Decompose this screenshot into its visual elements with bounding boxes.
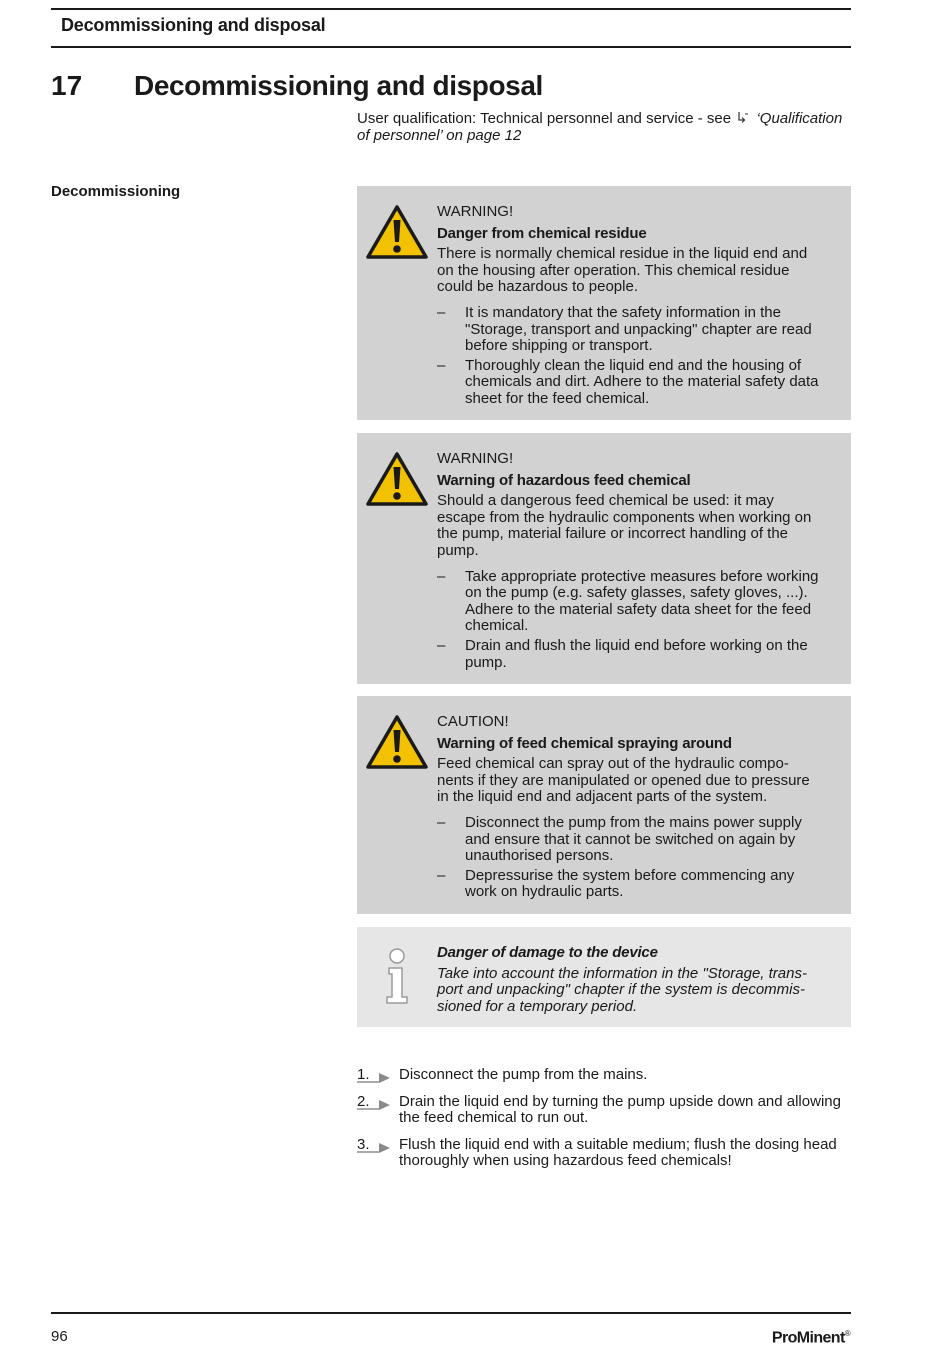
notice-subtitle: Danger from chemical residue [437,224,647,242]
measure-item: – Drain and flush the liquid end before working on the pump. [437,638,819,671]
caution-notice-spraying-chemical [357,696,851,914]
chapter-title: Decommissioning and disposal [134,70,543,101]
notice-measures [437,569,819,672]
qualification-link[interactable]: ‘Qualification of personnel’ on page 12 [357,110,843,144]
brand-name: ProMinent [771,1329,845,1347]
step-item [357,1137,847,1170]
notice-text: Should a dangerous feed chemical be used: it may escape from the hydraulic components when working on the pump, material failure or incorrect handling of the pump. [437,492,812,559]
step-item [357,1094,847,1127]
step-text: Drain the liquid end by turning the pump upside down and allowing the feed chemical to run out. [399,1092,841,1127]
signal-word: WARNING! [437,203,514,220]
warning-notice-chemical-residue [357,186,851,420]
step-item [357,1067,847,1084]
cross-reference-arrow-icon [737,111,750,124]
footer-rule [51,1312,851,1314]
step-arrow-icon [357,1070,391,1084]
notice-subtitle: Warning of feed chemical spraying around [437,734,732,752]
measure-item: – Thoroughly clean the liquid end and the housing of chemicals and dirt. Adhere to the material safety data sheet for the feed chemical. [437,358,819,408]
notice-subtitle: Warning of hazardous feed chemical [437,471,691,489]
notice-text: Feed chemical can spray out of the hydraulic compo-nents if they are manipulated or opened due to pressure in the liquid end and adjacent parts of the system. [437,755,810,806]
measure-item: – Disconnect the pump from the mains power supply and ensure that it cannot be switched on again by unauthorised persons. [437,815,819,865]
step-arrow-icon [357,1140,391,1154]
info-note-device-damage [357,927,851,1027]
signal-word: CAUTION! [437,713,509,730]
user-qualification [357,110,847,144]
decommissioning-steps [357,1067,847,1180]
notice-measures [437,815,819,901]
running-header: Decommissioning and disposal [61,15,326,35]
signal-word: WARNING! [437,450,514,467]
step-arrow-icon [357,1097,391,1111]
notice-text: There is normally chemical residue in the liquid end and on the housing after operation. This chemical residue could be hazardous to people. [437,245,808,296]
warning-triangle-icon [365,714,429,770]
warning-notice-hazardous-feed-chemical [357,433,851,684]
header-rule [51,46,851,48]
warning-triangle-icon [365,451,429,507]
top-rule [51,8,851,10]
section-heading: Decommissioning [51,183,181,200]
step-text: Disconnect the pump from the mains. [399,1066,648,1083]
notice-measures [437,305,819,408]
info-icon [365,945,429,1005]
chapter-number: 17 [51,70,83,101]
measure-item: – Depressurise the system before commencing any work on hydraulic parts. [437,868,819,901]
page-number: 96 [51,1328,68,1345]
measure-item: – Take appropriate protective measures before working on the pump (e.g. safety glasses, safety gloves, ...). Adhere to the material safety data sheet for the feed chemical. [437,569,819,635]
note-text: Take into account the information in the "Storage, trans-port and unpacking" chapter if the system is decommis-sioned for a temporary period. [437,964,807,1015]
step-number: 3. [357,1137,391,1154]
step-number: 2. [357,1094,391,1111]
qualification-text: User qualification: Technical personnel and service - see [357,110,732,127]
brand-logo [772,1329,850,1347]
note-title: Danger of damage to the device [437,944,658,961]
warning-triangle-icon [365,204,429,260]
step-text: Flush the liquid end with a suitable medium; flush the dosing head thoroughly when using hazardous feed chemicals! [399,1135,837,1170]
registered-mark: ® [844,1329,850,1338]
step-number: 1. [357,1067,391,1084]
measure-item: – It is mandatory that the safety information in the "Storage, transport and unpacking" chapter are read before shipping or transport. [437,305,819,355]
